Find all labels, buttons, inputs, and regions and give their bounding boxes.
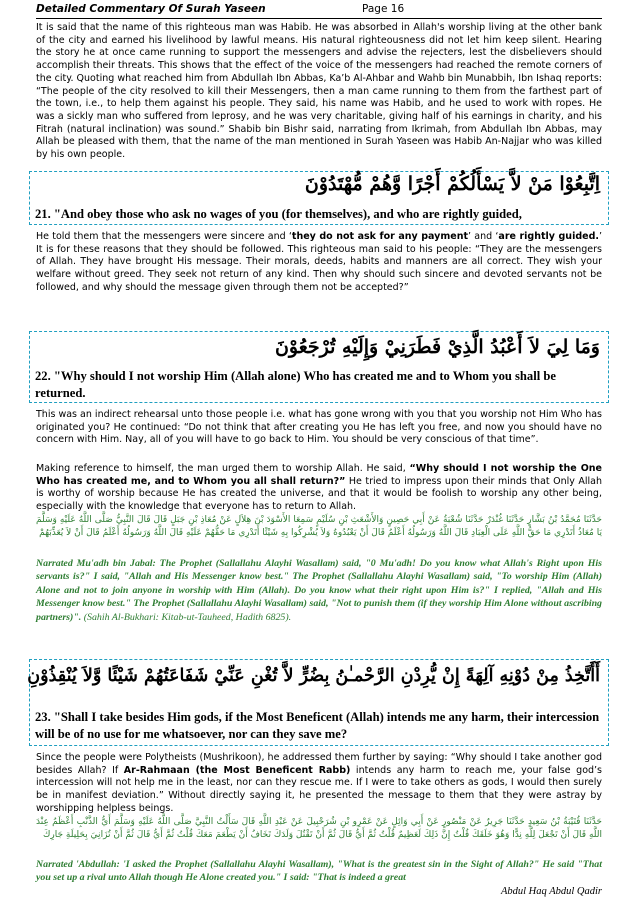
verse-21-translation: 21. "And obey those who ask no wages of you (for themselves), and who are rightly guided, — [35, 207, 522, 221]
verse-23-arabic: أَأَتَّخِذُ مِنْ دُوْنِهِ آلِهَةً إِنْ يُّرِدْنِ الرَّحْمـٰنُ بِضُرٍّ لاَّ تُغْنِ عَنِّيْ شَفَاعَتُهُمْ شَيْئًا وَّلاَ يُنْقِذُوْنِ — [27, 666, 600, 686]
paragraph-habib: It is said that the name of this righteous man was Habib. He was absorbed in Allah's worship living at the other bank of the city and earned his livelihood by lawful means. His natural righteousness did not let him keep silent. Hearing the story he at once came running to support the messengers and advise the rejecters, lest the disbelievers should accomplish their threats. This shows that the effect of the voice of the messengers had reached the remote corners of the city. Quoting what reached him from Abdullah Ibn Abbas, Ka’b Al-Ahbar and Wahb bin Munabbih, Ibn Ishaq reports: “The people of the city resolved to kill their Messengers, then a man came running to them from the farthest part of the town, i.e., to help them against his people. They said, his name was Habib, and he used to work with ropes. He was a sickly man who suffered from leprosy, and he was very charitable, giving half of his earnings in charity, and his Fitrah (natural inclination) was sound.” Shabib bin Bishr said, narrating from Ikrimah, from Abdullah Ibn Abbas, may Allah be pleased with them, that the name of the man mentioned in Surah Yaseen was Habib An-Najjar who was killed by his own people. — [36, 22, 602, 161]
verse-22-box — [29, 331, 609, 403]
verse-23-translation: 23. "Shall I take besides Him gods, if the Most Beneficent (Allah) intends me any harm, their intercession will be of no use for me whatsoever, nor can they save me? — [35, 710, 600, 741]
verse-23-box — [29, 659, 609, 746]
document-title: Detailed Commentary Of Surah Yaseen — [36, 3, 266, 15]
emphasis-rightly-guided: are rightly guided. — [498, 231, 599, 242]
paragraph-worship: Making reference to himself, the man urged them to worship Allah. He said, “Why should I not worship the One Who has created me, and to Whom you all shall return?” He tried to impress upon their minds that Only Allah is worthy of worship because He has created the universe, and that it would be foolish to worship any other being, especially with the knowledge that everyone has to return to Allah. — [36, 463, 602, 513]
verse-21-arabic: اِتَّبِعُوْا مَنْ لاَّ يَسْأَلُكُمْ أَجْرًا وَّهُمْ مُّهْتَدُوْنَ — [304, 173, 600, 195]
header-rule — [36, 18, 602, 19]
paragraph-polytheists: Since the people were Polytheists (Mushrikoon), he addressed them further by saying: “Why should I take another god besides Allah? If Ar-Rahmaan (the Most Beneficent Rabb) intends any harm to reach me, your false god’s intercession will not help me in the least, nor can they rescue me. If I were to take others as gods, I would then surely be in manifest deviation.” Without directly saying it, he presented the message to them that they were astray by worshipping helpless beings. — [36, 752, 603, 814]
paragraph-messengers: He told them that the messengers were sincere and ‘they do not ask for any payment’ and ‘are rightly guided.’ It is for these reasons that they should be followed. This righteous man said to his people: “They are the messengers of Allah. They have brought His message. Their morals, deeds, habits and manners are all correct. They wish your welfare without greed. They seek not return of any kind. Then why should such sincere and devoted servants not be followed, and why should the message given through them not be accepted?” — [36, 231, 603, 293]
emphasis-why-not-worship: “Why should I not worship the One Who has created me, and to Whom you all shall return?” — [36, 463, 602, 487]
hadith-1-reference: (Sahih Al-Bukhari: Kitab-ut-Tauheed, Hadith 6825). — [83, 611, 292, 623]
emphasis-no-payment: they do not ask for any payment — [291, 231, 469, 242]
hadith-2-arabic: حَدَّثَنَا قُتَيْبَةُ بْنُ سَعِيدٍ حَدَّثَنَا جَرِيرٌ عَنْ مَنْصُورٍ عَنْ أَبِي وَائِلٍ عَنْ عَمْرِو بْنِ شُرَحْبِيلَ عَنْ عَبْدِ اللَّهِ قَالَ سَأَلْتُ النَّبِيَّ صَلَّى اللَّهُ عَلَيْهِ وَسَلَّمَ أَيُّ الذَّنْبِ أَعْظَمُ عِنْدَ اللَّهِ قَالَ أَنْ تَجْعَلَ لِلَّهِ نِدًّا وَهُوَ خَلَقَكَ قُلْتُ إِنَّ ذَلِكَ لَعَظِيمٌ قُلْتُ ثُمَّ أَيُّ قَالَ ثُمَّ أَنْ تَقْتُلَ وَلَدَكَ تَخَافُ أَنْ يَطْعَمَ مَعَكَ قُلْتُ ثُمَّ أَيُّ قَالَ ثُمَّ أَنْ تُزَانِيَ بِحَلِيلَةِ جَارِكَ — [36, 817, 602, 840]
page-header — [36, 3, 602, 17]
hadith-1-narration: Narrated Mu'adh bin Jabal: The Prophet (Sallallahu Alayhi Wasallam) said, "0 Mu'adh! Do you know what Allah's Right upon His servants is?" I said, "Allah and His Messenger know best." The Prophet (Sallallahu Alayhi Wasallam) said, "To worship Him (Allah) Alone and not to join anyone in worship with Him (Allah). Do you know what their right upon Him is?" I replied, "Allah and His Messenger know best." The Prophet (Sallallahu Alayhi Wasallam) said, "Not to punish them (if they worship Him Alone without ascribing partners)". (Sahih Al-Bukhari: Kitab-ut-Tauheed, Hadith 6825). — [36, 558, 602, 623]
hadith-2-narration: Narrated 'Abdullah: 'I asked the Prophet (Sallallahu Alayhi Wasallam), "What is the greatest sin in the Sight of Allah?" He said "That you set up a rival unto Allah though He Alone created you." I said: "That is indeed a great — [36, 859, 602, 884]
paragraph-rehearsal: This was an indirect rehearsal unto those people i.e. what has gone wrong with you that you worship not Him Who has originated you? He continued: “Do not think that after creating you He has left you free, and now you should have no concern with Him. Nay, all of you will have to go back to Him. You should be very conscious of that time”. — [36, 409, 602, 446]
author-footer: Abdul Haq Abdul Qadir — [500, 886, 602, 897]
verse-22-arabic: وَمَا لِيَ لاَ أَعْبُدُ الَّذِيْ فَطَرَنِيْ وَإِلَيْهِ تُرْجَعُوْنَ — [274, 336, 600, 358]
emphasis-ar-rahmaan: Ar-Rahmaan (the Most Beneficent Rabb) — [123, 764, 351, 776]
hadith-1-arabic: حَدَّثَنَا مُحَمَّدُ بْنُ بَشَّارٍ حَدَّثَنَا غُنْدَرٌ حَدَّثَنَا شُعْبَةُ عَنْ أَبِي حَصِينٍ وَالأَشْعَثِ بْنِ سُلَيْمٍ سَمِعَا الأَسْوَدَ بْنَ هِلاَلٍ عَنْ مُعَاذِ بْنِ جَبَلٍ قَالَ قَالَ النَّبِيُّ صَلَّى اللَّهُ عَلَيْهِ وَسَلَّمَ يَا مُعَاذُ أَتَدْرِي مَا حَقُّ اللَّهِ عَلَى الْعِبَادِ قَالَ اللَّهُ وَرَسُولُهُ أَعْلَمُ قَالَ أَنْ يَعْبُدُوهُ وَلاَ يُشْرِكُوا بِهِ شَيْئًا أَتَدْرِي مَا حَقُّهُمْ عَلَيْهِ قَالَ اللَّهُ وَرَسُولُهُ أَعْلَمُ قَالَ أَنْ لاَ يُعَذِّبَهُمْ — [36, 515, 602, 538]
verse-22-translation: 22. "Why should I not worship Him (Allah alone) Who has created me and to Whom you shall be returned. — [35, 369, 556, 400]
page-number: Page 16 — [362, 3, 405, 15]
verse-21-box — [29, 171, 609, 225]
